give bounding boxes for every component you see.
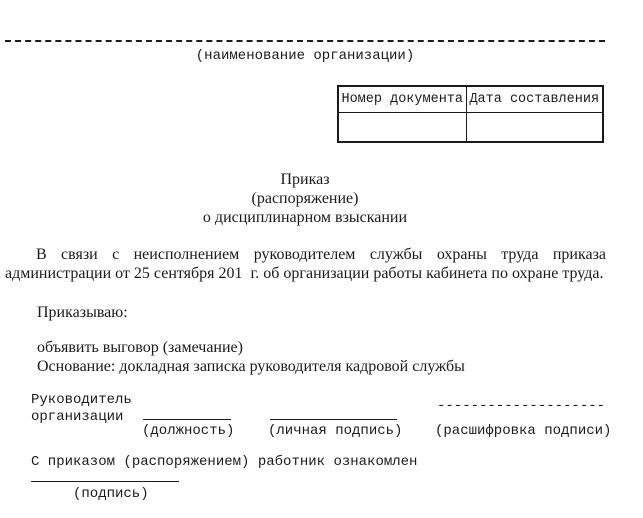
org-name-caption: (наименование организации) [195,48,415,64]
doc-number-empty-cell [338,112,466,142]
title-line-subject: о дисциплинарном взыскании [202,209,408,226]
title-line-prikaz: Приказ [280,171,330,188]
title-line-rasporyazhenie: (распоряжение) [251,190,359,207]
paragraph-line-2: администрации от 25 сентября 201 г. об организации работы кабинета по охране труда. [5,265,604,282]
doc-date-empty-cell [466,112,603,142]
order-verb: Приказываю: [37,304,128,321]
doc-number-header: Номер документа [338,86,466,112]
doc-date-header: Дата составления [466,86,603,112]
signer-role-line-1: Руководитель [31,392,132,408]
resolution-block [37,339,465,376]
signer-role-line-2: организации [31,409,124,425]
decipher-caption: (расшифровка подписи) [435,423,612,439]
table-header-row [338,86,603,112]
resolution-basis: Основание: докладная записка руководителя кадровой службы [37,357,465,375]
resolution-action: объявить выговор (замечание) [37,339,243,356]
table-value-row [338,112,603,142]
order-reason-paragraph [5,245,606,283]
personal-signature-caption: (личная подпись) [268,423,403,439]
personal-signature-fill-line [270,419,397,420]
acknowledgement-text: С приказом (распоряжением) работник ознакомлен [31,454,418,470]
acknowledgement-signature-fill-line [31,481,179,482]
paragraph-line-1: В связи с неисполнением руководителем службы охраны труда приказа [36,246,606,263]
acknowledgement-signature-caption: (подпись) [73,486,149,502]
doc-number-date-table [337,85,604,143]
document-title [5,170,605,227]
position-fill-line [143,419,231,420]
position-caption: (должность) [142,423,235,439]
org-name-fill-line [5,40,605,42]
decipher-fill-dashes: -------------------- [437,398,606,414]
